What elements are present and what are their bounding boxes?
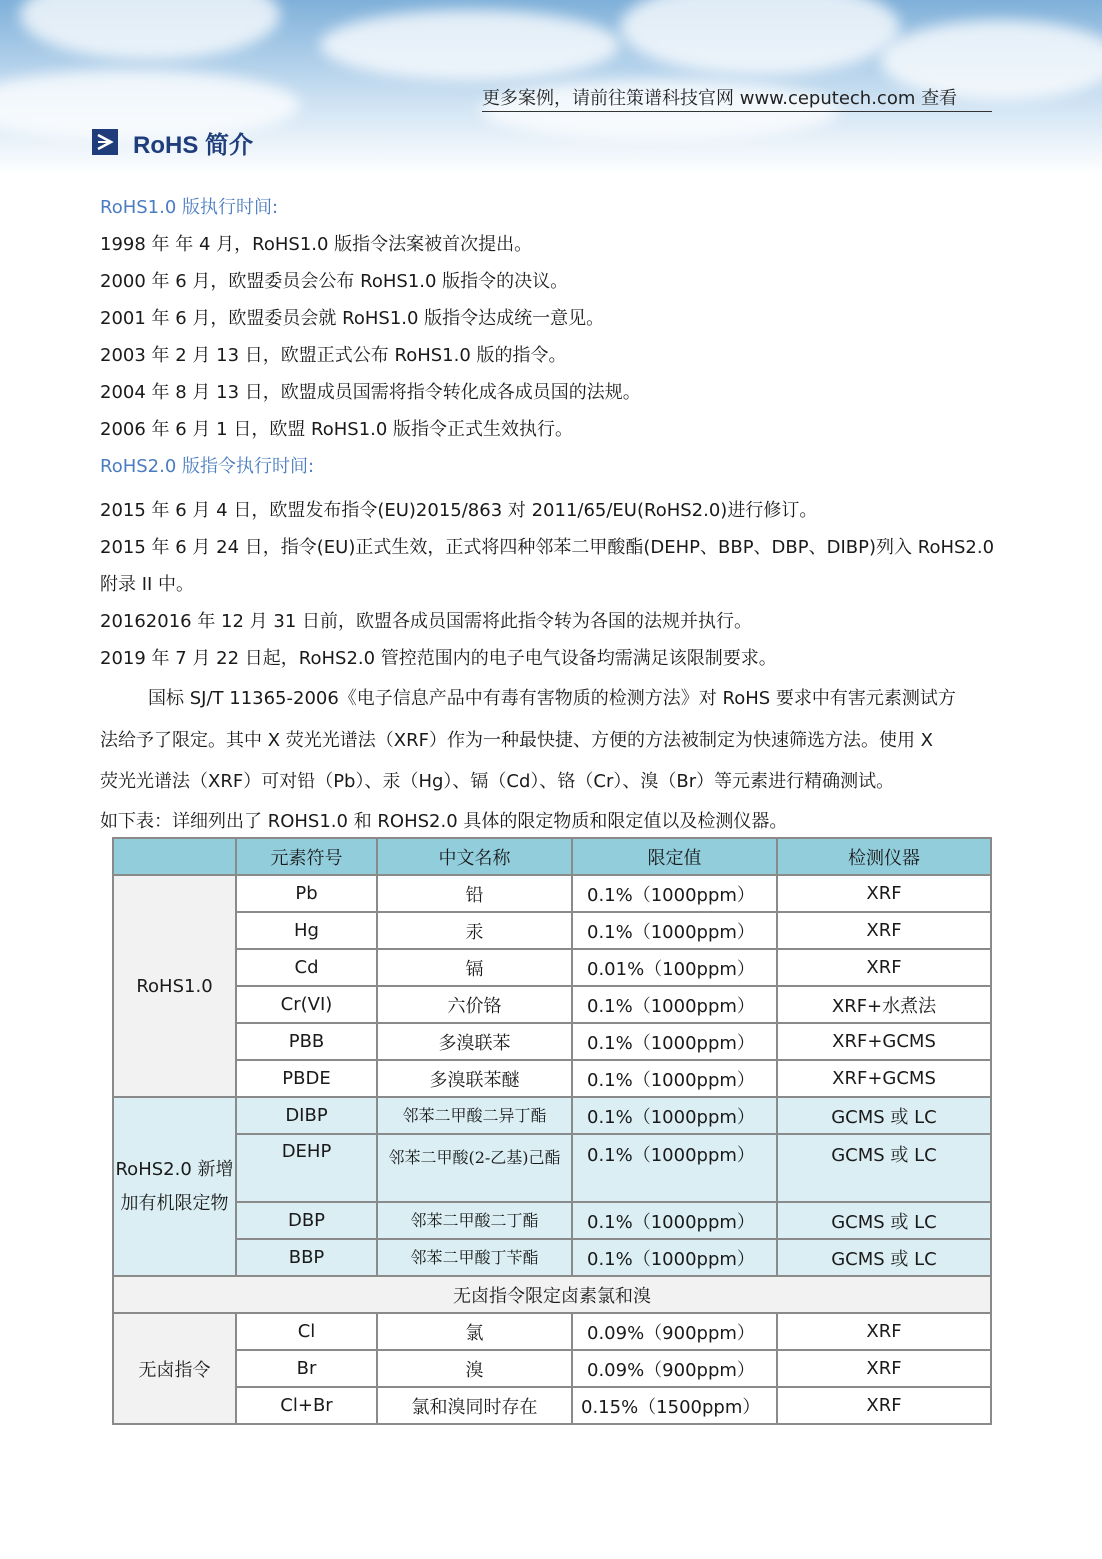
text-line: 2001 年 6 月，欧盟委员会就 RoHS1.0 版指令达成统一意见。 — [100, 308, 605, 329]
symbol-cell: DBP — [236, 1202, 377, 1239]
rohs2-heading: RoHS2.0 版指令执行时间: — [100, 456, 315, 477]
table-intro: 如下表：详细列出了 ROHS1.0 和 ROHS2.0 具体的限定物质和限定值以及检测仪器。 — [100, 811, 788, 832]
symbol-cell: PBDE — [236, 1060, 377, 1097]
table-row — [113, 1387, 991, 1424]
name-cell: 汞 — [377, 912, 572, 949]
table-row — [113, 1350, 991, 1387]
limit-cell: 0.1%（1000ppm） — [572, 1060, 777, 1097]
instrument-cell: XRF+GCMS — [777, 1023, 991, 1060]
symbol-cell: DEHP — [236, 1134, 377, 1202]
table-row — [113, 986, 991, 1023]
instrument-cell: XRF+水煮法 — [777, 986, 991, 1023]
text-line: 附录 II 中。 — [100, 574, 195, 595]
rohs-limits-table — [112, 837, 992, 1425]
name-cell: 多溴联苯 — [377, 1023, 572, 1060]
table-row — [113, 1313, 991, 1350]
header-cell: 中文名称 — [377, 838, 572, 875]
text-line: 2004 年 8 月 13 日，欧盟成员国需将指令转化成各成员国的法规。 — [100, 382, 641, 403]
limit-cell: 0.1%（1000ppm） — [572, 875, 777, 912]
table-row — [113, 912, 991, 949]
section-title — [92, 125, 253, 159]
group-label-rohs1: RoHS1.0 — [113, 875, 236, 1097]
limit-cell: 0.1%（1000ppm） — [572, 1202, 777, 1239]
instrument-cell: XRF — [777, 949, 991, 986]
instrument-cell: GCMS 或 LC — [777, 1097, 991, 1134]
table-row — [113, 949, 991, 986]
arrow-right-icon — [92, 129, 118, 155]
symbol-cell: Br — [236, 1350, 377, 1387]
symbol-cell: Pb — [236, 875, 377, 912]
symbol-cell: PBB — [236, 1023, 377, 1060]
group-label-halogen: 无卤指令 — [113, 1313, 236, 1424]
name-cell: 邻苯二甲酸二丁酯 — [377, 1202, 572, 1239]
limit-cell: 0.1%（1000ppm） — [572, 912, 777, 949]
symbol-cell: Cl — [236, 1313, 377, 1350]
name-cell: 六价铬 — [377, 986, 572, 1023]
table-header-row — [113, 838, 991, 875]
symbol-cell: Cd — [236, 949, 377, 986]
limit-cell: 0.1%（1000ppm） — [572, 1023, 777, 1060]
name-cell: 氯和溴同时存在 — [377, 1387, 572, 1424]
table-row — [113, 875, 991, 912]
instrument-cell: XRF — [777, 1313, 991, 1350]
table-row — [113, 1134, 991, 1202]
limit-cell: 0.15%（1500ppm） — [572, 1387, 777, 1424]
name-cell: 邻苯二甲酸二异丁酯 — [377, 1097, 572, 1134]
symbol-cell: Hg — [236, 912, 377, 949]
instrument-cell: XRF — [777, 875, 991, 912]
group-label-rohs2 — [113, 1097, 236, 1276]
table-row — [113, 1097, 991, 1134]
text-line: 20162016 年 12 月 31 日前，欧盟各成员国需将此指令转为各国的法规并执行。 — [100, 611, 753, 632]
text-line: 2015 年 6 月 24 日，指令(EU)正式生效，正式将四种邻苯二甲酸酯(DEHP、BBP、DBP、DIBP)列入 RoHS2.0 — [100, 537, 995, 558]
section-title-text: RoHS 简介 — [133, 131, 253, 159]
symbol-cell: Cl+Br — [236, 1387, 377, 1424]
paragraph-line: 荧光光谱法（XRF）可对铅（Pb）、汞（Hg）、镉（Cd）、铬（Cr）、溴（Br）等元素进行精确测试。 — [100, 771, 895, 792]
limit-cell: 0.09%（900ppm） — [572, 1350, 777, 1387]
instrument-cell: XRF+GCMS — [777, 1060, 991, 1097]
name-cell: 氯 — [377, 1313, 572, 1350]
limit-cell: 0.1%（1000ppm） — [572, 1097, 777, 1134]
name-cell: 邻苯二甲酸丁苄酯 — [377, 1239, 572, 1276]
rohs1-heading: RoHS1.0 版执行时间: — [100, 197, 279, 218]
table-row — [113, 1239, 991, 1276]
symbol-cell: Cr(VI) — [236, 986, 377, 1023]
symbol-cell: DIBP — [236, 1097, 377, 1134]
table-row — [113, 1276, 991, 1313]
limit-cell: 0.09%（900ppm） — [572, 1313, 777, 1350]
text-line: 2019 年 7 月 22 日起，RoHS2.0 管控范围内的电子电气设备均需满足该限制要求。 — [100, 648, 777, 669]
text-line: 1998 年 年 4 月，RoHS1.0 版指令法案被首次提出。 — [100, 234, 533, 255]
paragraph-line: 法给予了限定。其中 X 荧光光谱法（XRF）作为一种最快捷、方便的方法被制定为快速筛选方法。使用 X — [100, 730, 934, 751]
name-cell: 镉 — [377, 949, 572, 986]
name-cell: 多溴联苯醚 — [377, 1060, 572, 1097]
instrument-cell: GCMS 或 LC — [777, 1134, 991, 1202]
header-cell — [113, 838, 236, 875]
text-line: 2000 年 6 月，欧盟委员会公布 RoHS1.0 版指令的决议。 — [100, 271, 569, 292]
halogen-banner: 无卤指令限定卤素氯和溴 — [113, 1276, 991, 1313]
instrument-cell: XRF — [777, 1387, 991, 1424]
group-label-line: 加有机限定物 — [120, 1192, 229, 1214]
limit-cell: 0.1%（1000ppm） — [572, 1239, 777, 1276]
instrument-cell: XRF — [777, 1350, 991, 1387]
header-cell: 限定值 — [572, 838, 777, 875]
text-line: 2015 年 6 月 4 日，欧盟发布指令(EU)2015/863 对 2011/65/EU(RoHS2.0)进行修订。 — [100, 500, 818, 521]
table-row — [113, 1202, 991, 1239]
limit-cell: 0.1%（1000ppm） — [572, 986, 777, 1023]
limit-cell: 0.01%（100ppm） — [572, 949, 777, 986]
table-row — [113, 1023, 991, 1060]
name-cell: 铅 — [377, 875, 572, 912]
website-link[interactable]: 更多案例，请前往策谱科技官网 www.ceputech.com 查看 — [482, 84, 992, 112]
limit-cell: 0.1%（1000ppm） — [572, 1134, 777, 1202]
paragraph-line: 国标 SJ/T 11365-2006《电子信息产品中有毒有害物质的检测方法》对 RoHS 要求中有害元素测试方 — [148, 688, 956, 709]
text-line: 2006 年 6 月 1 日，欧盟 RoHS1.0 版指令正式生效执行。 — [100, 419, 574, 440]
name-cell: 溴 — [377, 1350, 572, 1387]
header-cell: 元素符号 — [236, 838, 377, 875]
group-label-line: RoHS2.0 新增 — [115, 1158, 234, 1180]
instrument-cell: XRF — [777, 912, 991, 949]
name-cell: 邻苯二甲酸(2-乙基)己酯 — [377, 1134, 572, 1202]
header-cell: 检测仪器 — [777, 838, 991, 875]
symbol-cell: BBP — [236, 1239, 377, 1276]
instrument-cell: GCMS 或 LC — [777, 1202, 991, 1239]
text-line: 2003 年 2 月 13 日，欧盟正式公布 RoHS1.0 版的指令。 — [100, 345, 567, 366]
instrument-cell: GCMS 或 LC — [777, 1239, 991, 1276]
table-row — [113, 1060, 991, 1097]
